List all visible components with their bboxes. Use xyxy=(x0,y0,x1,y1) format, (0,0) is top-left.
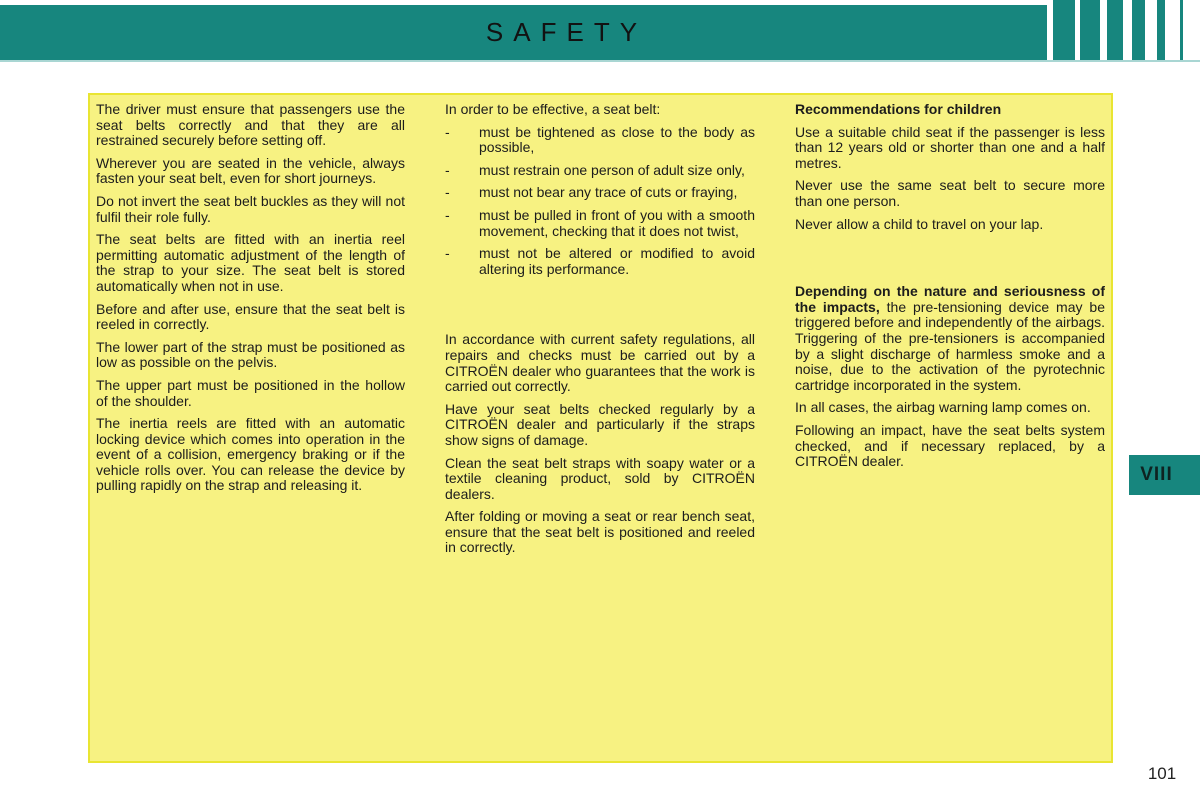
bullet-dash: - xyxy=(445,123,450,140)
paragraph: The seat belts are fitted with an inertia reel permitting automatic adjustment of the length of the strap to your size. The seat belt is stored automatically when not in use. xyxy=(96,231,405,294)
list-item xyxy=(445,185,755,201)
section-heading: Recommendations for children xyxy=(795,102,1002,117)
paragraph: Use a suitable child seat if the passenger is less than 12 years old or shorter than one and a half metres. xyxy=(795,123,1105,171)
bullet-dash: - xyxy=(445,245,450,262)
chapter-title: SAFETY xyxy=(485,17,648,47)
paragraph: In accordance with current safety regulations, all repairs and checks must be carried out by a CITROËN dealer who guarantees that the work is carried out correctly. xyxy=(445,331,755,395)
bullet-dash: - xyxy=(445,161,450,178)
paragraph: The inertia reels are fitted with an automatic locking device which comes into operation in the event of a collision, emergency braking or if the vehicle rolls over. You can release the device by pulling rapidly on the strap and releasing it. xyxy=(96,415,405,494)
list-intro: In order to be effective, a seat belt: xyxy=(445,102,661,117)
chapter-header-bar xyxy=(0,5,1047,60)
bullet-dash: - xyxy=(445,184,450,201)
decoration-bar xyxy=(1132,0,1145,62)
column-seat-belt-usage xyxy=(96,102,405,761)
list-item-text: must restrain one person of adult size only, xyxy=(479,161,745,178)
paragraph: Do not invert the seat belt buckles as they will not fulfil their role fully. xyxy=(96,192,405,225)
paragraph: The upper part must be positioned in the hollow of the shoulder. xyxy=(96,376,405,409)
paragraph: Have your seat belts checked regularly by a CITROËN dealer and particularly if the straps show signs of damage. xyxy=(445,400,755,448)
decoration-bar xyxy=(1053,0,1075,62)
decoration-bar xyxy=(1107,0,1123,62)
decoration-bar xyxy=(1180,0,1183,62)
list-item xyxy=(445,125,755,156)
list-item-text: must not be altered or modified to avoid altering its performance. xyxy=(479,245,755,277)
paragraph: In all cases, the airbag warning lamp comes on. xyxy=(795,399,1091,416)
paragraph: Wherever you are seated in the vehicle, always fasten your seat belt, even for short journeys. xyxy=(96,154,405,187)
list-item-text: must be pulled in front of you with a smooth movement, checking that it does not twist, xyxy=(479,206,755,239)
column-seat-belt-effectiveness xyxy=(445,102,755,761)
paragraph: Following an impact, have the seat belts system checked, and if necessary replaced, by a CITROËN dealer. xyxy=(795,421,1105,470)
paragraph: The lower part of the strap must be positioned as low as possible on the pelvis. xyxy=(96,338,405,371)
list-item-text: must not bear any trace of cuts or fraying, xyxy=(479,184,738,201)
column-spacer xyxy=(795,239,1105,284)
paragraph: Before and after use, ensure that the seat belt is reeled in correctly. xyxy=(96,300,405,333)
chapter-tab xyxy=(1129,455,1200,495)
paragraph: Clean the seat belt straps with soapy water or a textile cleaning product, sold by CITROËN dealers. xyxy=(445,454,755,502)
content-box xyxy=(88,93,1113,763)
header-barcode-decoration xyxy=(1053,0,1183,62)
bullet-dash: - xyxy=(445,206,450,223)
paragraph: Never allow a child to travel on your lap. xyxy=(795,215,1044,232)
list-item xyxy=(445,246,755,277)
bold-lead-text: Depending on the nature and seriousness of the impacts, xyxy=(795,283,1105,315)
paragraph: After folding or moving a seat or rear bench seat, ensure that the seat belt is positioned and reeled in correctly. xyxy=(445,508,755,556)
list-item xyxy=(445,163,755,179)
column-spacer xyxy=(445,284,755,332)
decoration-bar xyxy=(1157,0,1165,62)
list-item-text: must be tightened as close to the body as possible, xyxy=(479,123,755,156)
paragraph-with-bold-lead xyxy=(795,284,1105,393)
column-children-and-pretensioners xyxy=(795,102,1105,761)
paragraph: The driver must ensure that passengers use the seat belts correctly and that they are all restrained securely before setting off. xyxy=(96,102,405,149)
chapter-tab-label: VIII xyxy=(1140,464,1173,485)
list-item xyxy=(445,208,755,239)
header-underline xyxy=(0,60,1200,62)
page-number: 101 xyxy=(1147,764,1177,783)
paragraph-text: the pre-tensioning device may be triggered before and independently of the airbags. Triggering of the pre-tensioners is accompanied by a slight discharge of harmless smoke and a noise, due to the activation of the pyrotechnic cartridge incorporated in the system. xyxy=(795,298,1105,393)
decoration-bar xyxy=(1080,0,1100,62)
paragraph: Never use the same seat belt to secure more than one person. xyxy=(795,177,1105,209)
